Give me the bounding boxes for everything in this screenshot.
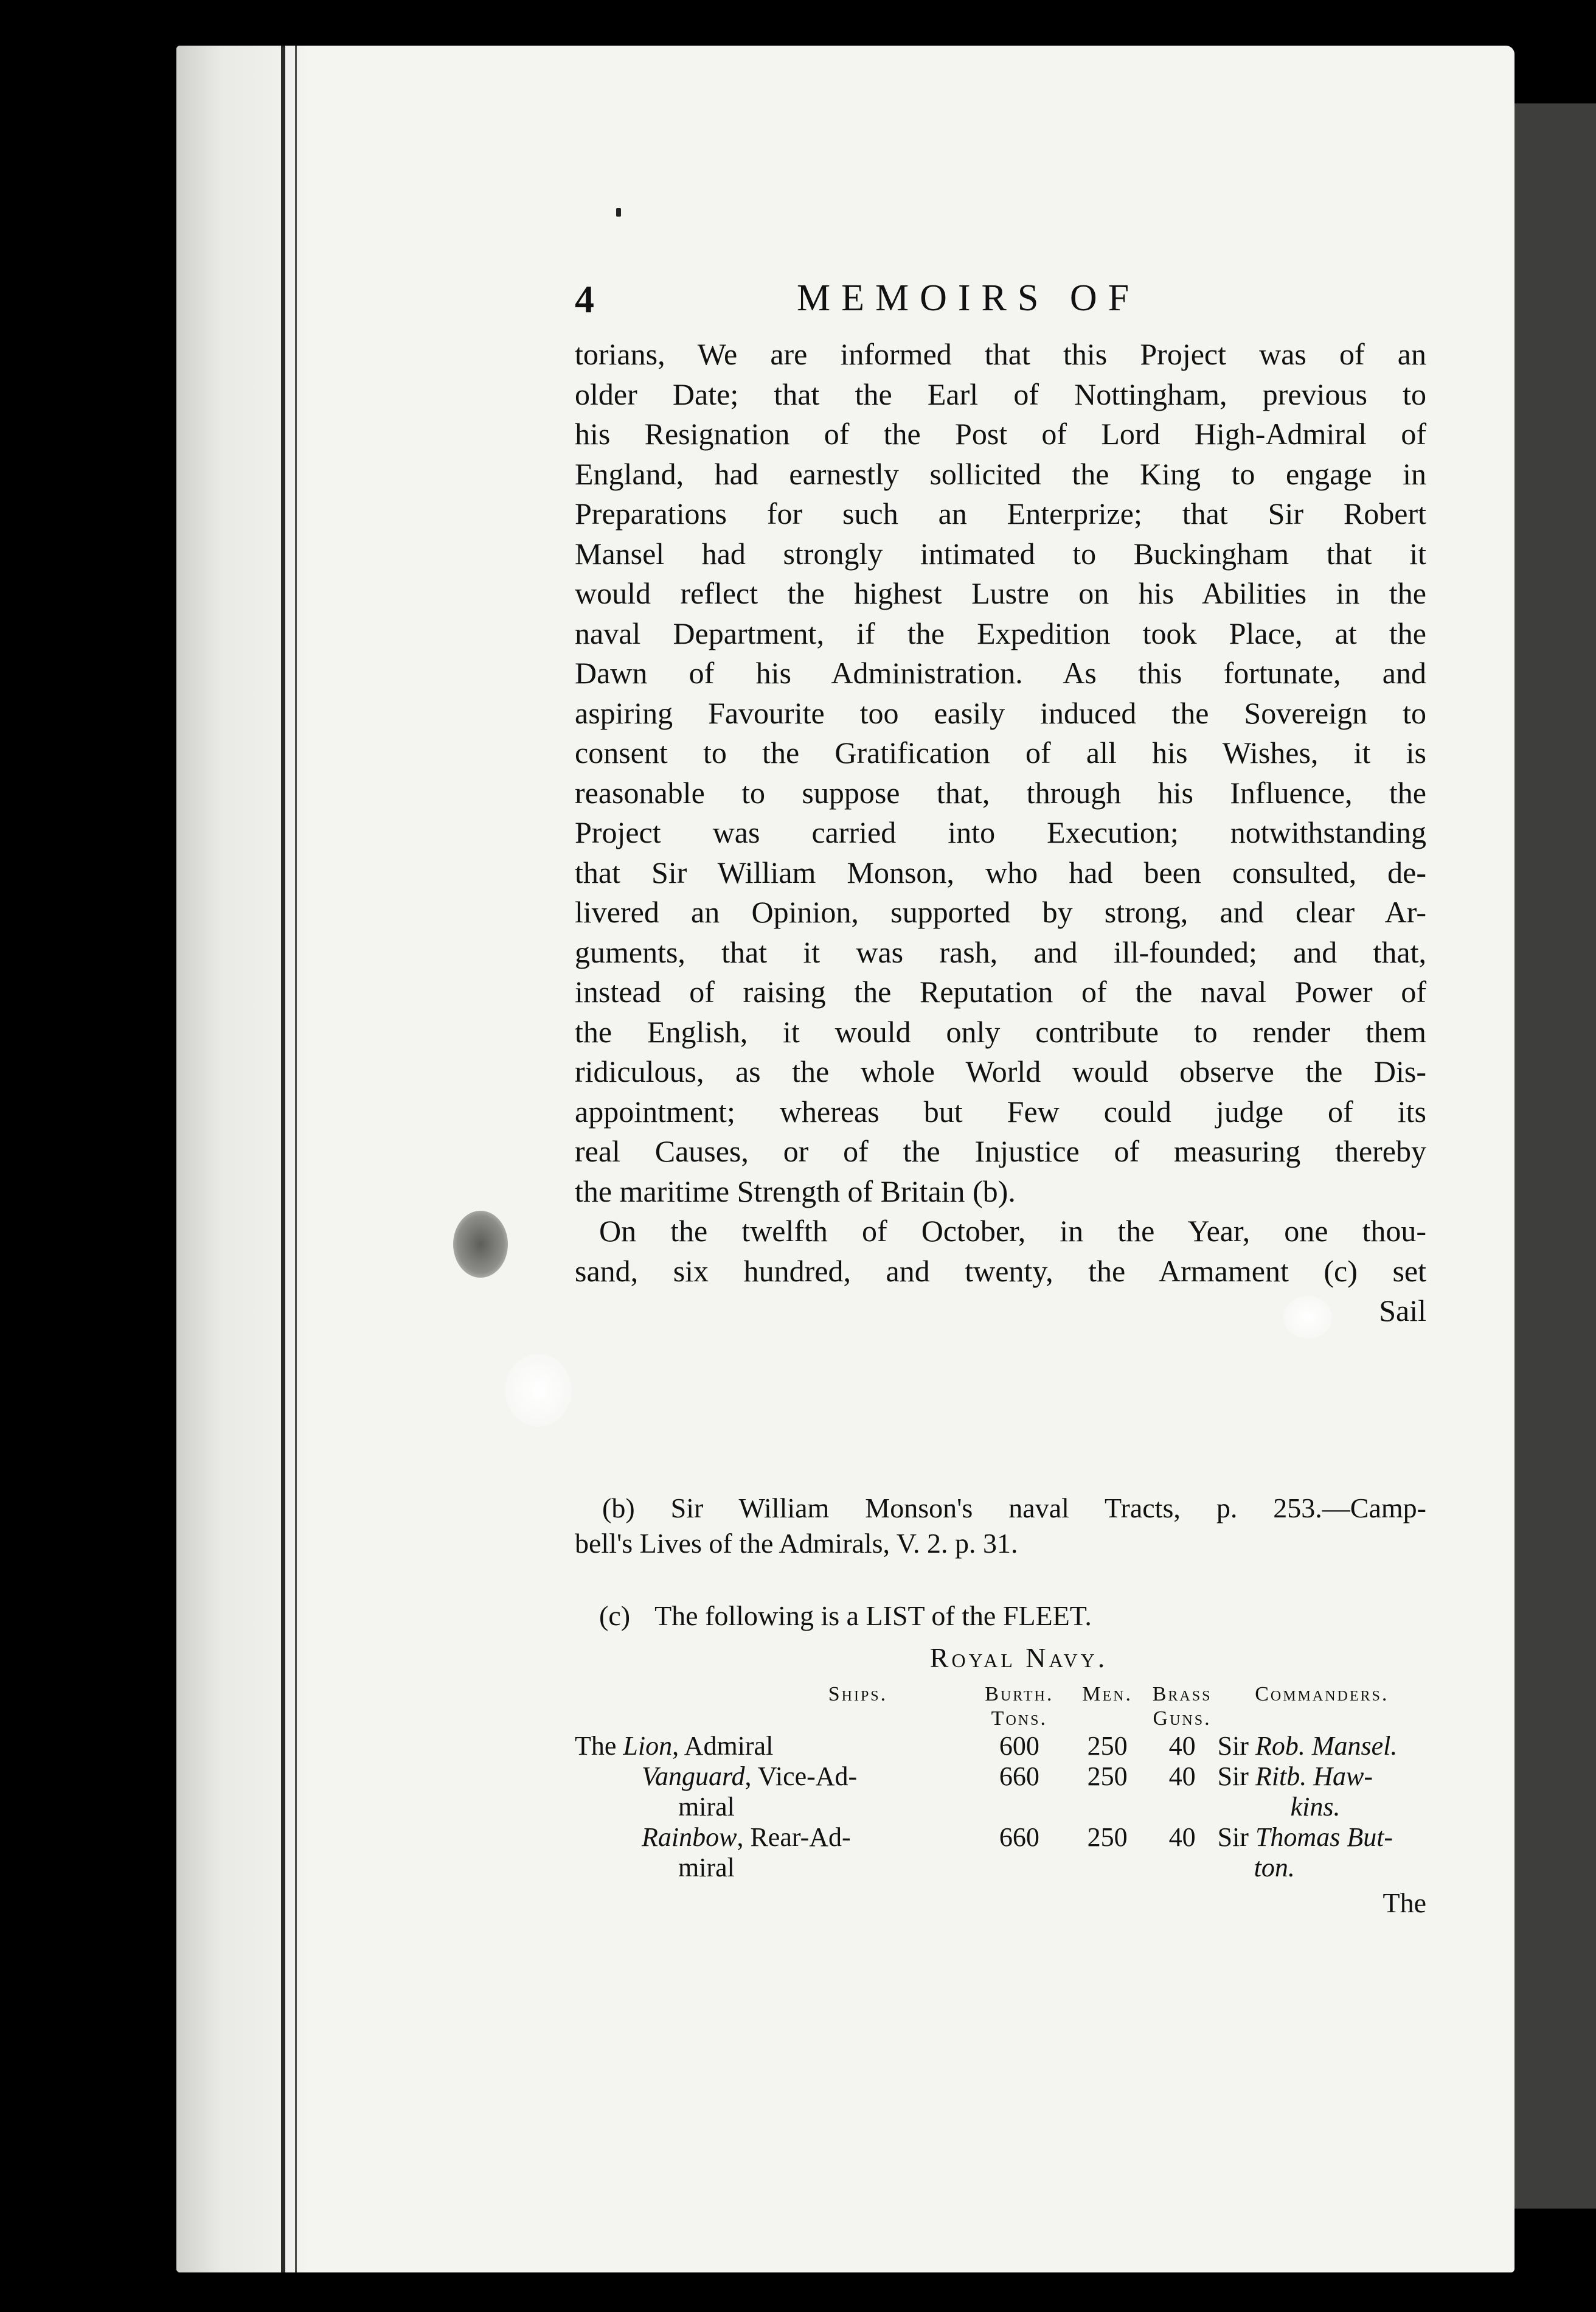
text-line: livered an Opinion, supported by strong, and clear Ar- <box>575 895 1426 929</box>
text-line: that Sir William Monson, who had been consulted, de- <box>575 855 1426 890</box>
catchword: Sail <box>1379 1294 1426 1328</box>
page-number: 4 <box>575 277 594 321</box>
burth-cell: 660 <box>999 1761 1039 1791</box>
footnotes <box>575 1491 1426 1919</box>
column-header-commanders: Commanders. <box>1255 1683 1389 1705</box>
text-line: sand, six hundred, and twenty, the Armament (c) set <box>575 1253 1426 1288</box>
ship-cell: Rainbow, Rear-Ad- miral <box>642 1822 851 1882</box>
text-line: England, had earnestly sollicited the King to engage in <box>575 456 1426 491</box>
table-row <box>575 1731 1426 1761</box>
column-header-men: Men. <box>1082 1683 1133 1705</box>
ship-cell: Vanguard, Vice-Ad- miral <box>642 1761 858 1822</box>
text-line: aspiring Favourite too easily induced the Sovereign to <box>575 695 1426 730</box>
text-line: would reflect the highest Lustre on his Abilities in the <box>575 576 1426 610</box>
table-row <box>575 1761 1426 1822</box>
men-cell: 250 <box>1087 1761 1128 1791</box>
commander-cell: Sir Rob. Mansel. <box>1217 1731 1398 1761</box>
running-head: MEMOIRS OF <box>797 277 1140 319</box>
fleet-list-title: The following is a LIST of the FLEET. <box>654 1600 1092 1631</box>
footnote-line: (b) Sir William Monson's naval Tracts, p. 253.—Camp- <box>602 1492 1426 1523</box>
column-header-burth: Burth. Tons. <box>985 1683 1054 1730</box>
men-cell: 250 <box>1087 1822 1128 1852</box>
adjacent-page-edge <box>1514 103 1596 2209</box>
ink-stain <box>453 1211 508 1278</box>
footnote-line: bell's Lives of the Admirals, V. 2. p. 31. <box>575 1528 1018 1559</box>
table-header-row <box>575 1682 1426 1731</box>
text-line: real Causes, or of the Injustice of measuring thereby <box>575 1134 1426 1168</box>
column-header-guns: Brass Guns. <box>1152 1683 1212 1730</box>
column-header-ships: Ships. <box>828 1683 888 1705</box>
text-line: Dawn of his Administration. As this fortunate, and <box>575 656 1426 690</box>
text-line: Preparations for such an Enterprize; that Sir Robert <box>575 496 1426 531</box>
men-cell: 250 <box>1087 1731 1128 1761</box>
text-line: reasonable to suppose that, through his Influence, the <box>575 775 1426 810</box>
footnote-label: (c) <box>599 1600 631 1631</box>
commander-cell: Sir Ritb. Haw- kins. <box>1217 1761 1373 1822</box>
commander-cell: Sir Thomas But- ton. <box>1217 1822 1393 1882</box>
text-line: instead of raising the Reputation of the naval Power of <box>575 975 1426 1009</box>
page-header <box>575 277 1426 335</box>
text-line: torians, We are informed that this Project was of an <box>575 337 1426 371</box>
fleet-table <box>575 1682 1426 1883</box>
text-line: consent to the Gratification of all his Wishes, it is <box>575 736 1426 770</box>
footnote-c <box>575 1598 1426 1919</box>
fleet-section-heading: Royal Navy. <box>929 1642 1108 1673</box>
text-line: On the twelfth of October, in the Year, one thou- <box>599 1214 1426 1248</box>
text-line: the maritime Strength of Britain (b). <box>575 1174 1016 1208</box>
text-line: Project was carried into Execution; notwithstanding <box>575 815 1426 849</box>
burth-cell: 600 <box>999 1731 1039 1761</box>
text-line: ridiculous, as the whole World would observe the Dis- <box>575 1054 1426 1088</box>
fleet-list-intro <box>575 1598 1426 1634</box>
guns-cell: 40 <box>1168 1731 1196 1761</box>
main-text-block <box>575 277 1426 1331</box>
body-text <box>575 335 1426 1331</box>
burth-cell: 660 <box>999 1822 1039 1852</box>
guns-cell: 40 <box>1168 1761 1196 1791</box>
text-line: appointment; whereas but Few could judge of its <box>575 1094 1426 1129</box>
catchword: The <box>1383 1887 1426 1918</box>
paper-hole <box>505 1354 572 1427</box>
guns-cell: 40 <box>1168 1822 1196 1852</box>
text-line: the English, it would only contribute to render them <box>575 1014 1426 1049</box>
text-line: guments, that it was rash, and ill-founded; and that, <box>575 935 1426 969</box>
binding-line-inner <box>295 46 297 2272</box>
text-line: his Resignation of the Post of Lord High-Admiral of <box>575 417 1426 451</box>
binding-line <box>281 46 285 2272</box>
text-line: Mansel had strongly intimated to Buckingham that it <box>575 536 1426 571</box>
text-line: older Date; that the Earl of Nottingham, previous to <box>575 377 1426 411</box>
text-line: naval Department, if the Expedition took Place, at the <box>575 616 1426 650</box>
print-speck <box>616 208 621 217</box>
table-row <box>575 1822 1426 1883</box>
ship-cell: The Lion, Admiral <box>575 1731 774 1761</box>
footnote-b <box>575 1491 1426 1561</box>
